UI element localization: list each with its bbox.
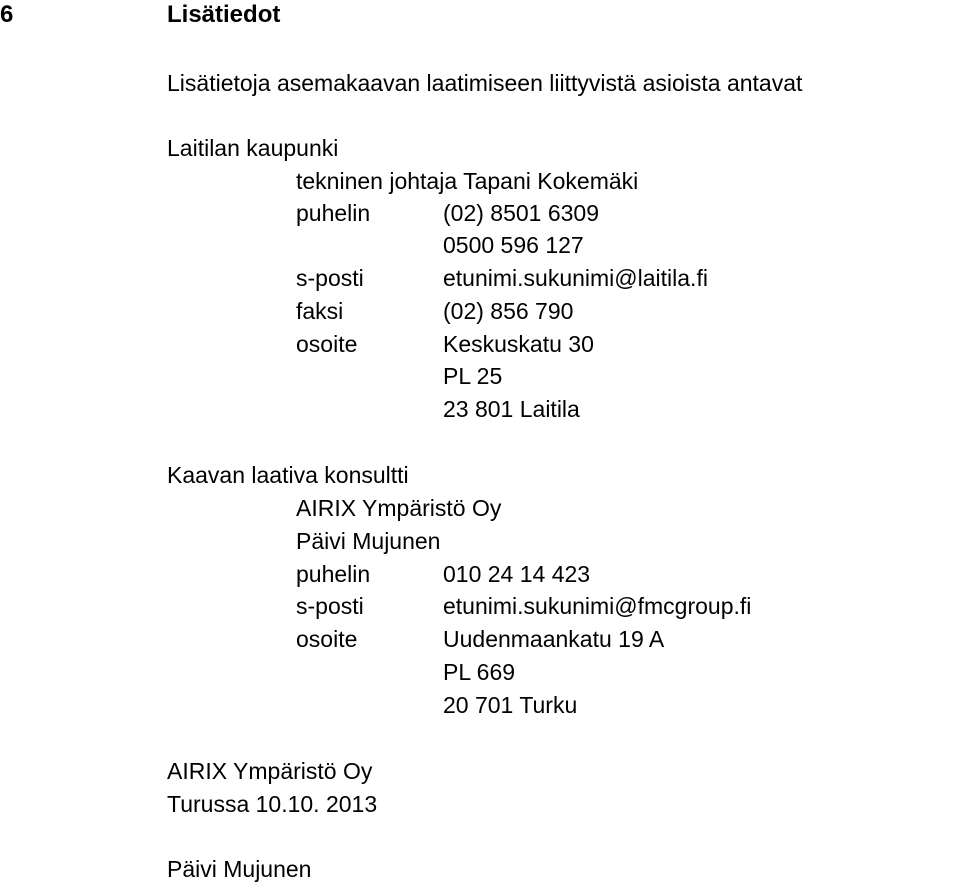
consultant-person: Päivi Mujunen: [296, 528, 441, 554]
consultant-address-line-2: PL 669: [443, 659, 516, 685]
signature-company: AIRIX Ympäristö Oy: [167, 758, 373, 784]
consultant-phone: 010 24 14 423: [443, 561, 591, 587]
city-address-line-2: PL 25: [443, 363, 503, 389]
city-address-line-1: Keskuskatu 30: [443, 331, 594, 357]
section-number: 6: [0, 1, 14, 28]
consultant-address-label: osoite: [296, 626, 358, 652]
section-title: Lisätiedot: [167, 1, 281, 28]
city-organization: Laitilan kaupunki: [167, 135, 339, 161]
city-phone-1: (02) 8501 6309: [443, 200, 600, 226]
consultant-address-line-1: Uudenmaankatu 19 A: [443, 626, 665, 652]
city-phone-2: 0500 596 127: [443, 232, 584, 258]
city-fax: (02) 856 790: [443, 298, 574, 324]
signature-name: Päivi Mujunen: [167, 856, 312, 882]
city-email: etunimi.sukunimi@laitila.fi: [443, 265, 708, 291]
city-phone-label: puhelin: [296, 200, 371, 226]
consultant-heading: Kaavan laativa konsultti: [167, 462, 409, 488]
consultant-company: AIRIX Ympäristö Oy: [296, 495, 502, 521]
city-email-label: s-posti: [296, 265, 364, 291]
intro-text: Lisätietoja asemakaavan laatimiseen liittyvistä asioista antavat: [167, 70, 803, 96]
city-fax-label: faksi: [296, 298, 344, 324]
consultant-email: etunimi.sukunimi@fmcgroup.fi: [443, 593, 752, 619]
signature-place-date: Turussa 10.10. 2013: [167, 791, 378, 817]
city-address-label: osoite: [296, 331, 358, 357]
consultant-phone-label: puhelin: [296, 561, 371, 587]
consultant-address-line-3: 20 701 Turku: [443, 692, 578, 718]
consultant-email-label: s-posti: [296, 593, 364, 619]
city-contact-person: tekninen johtaja Tapani Kokemäki: [296, 168, 639, 194]
city-address-line-3: 23 801 Laitila: [443, 396, 580, 422]
